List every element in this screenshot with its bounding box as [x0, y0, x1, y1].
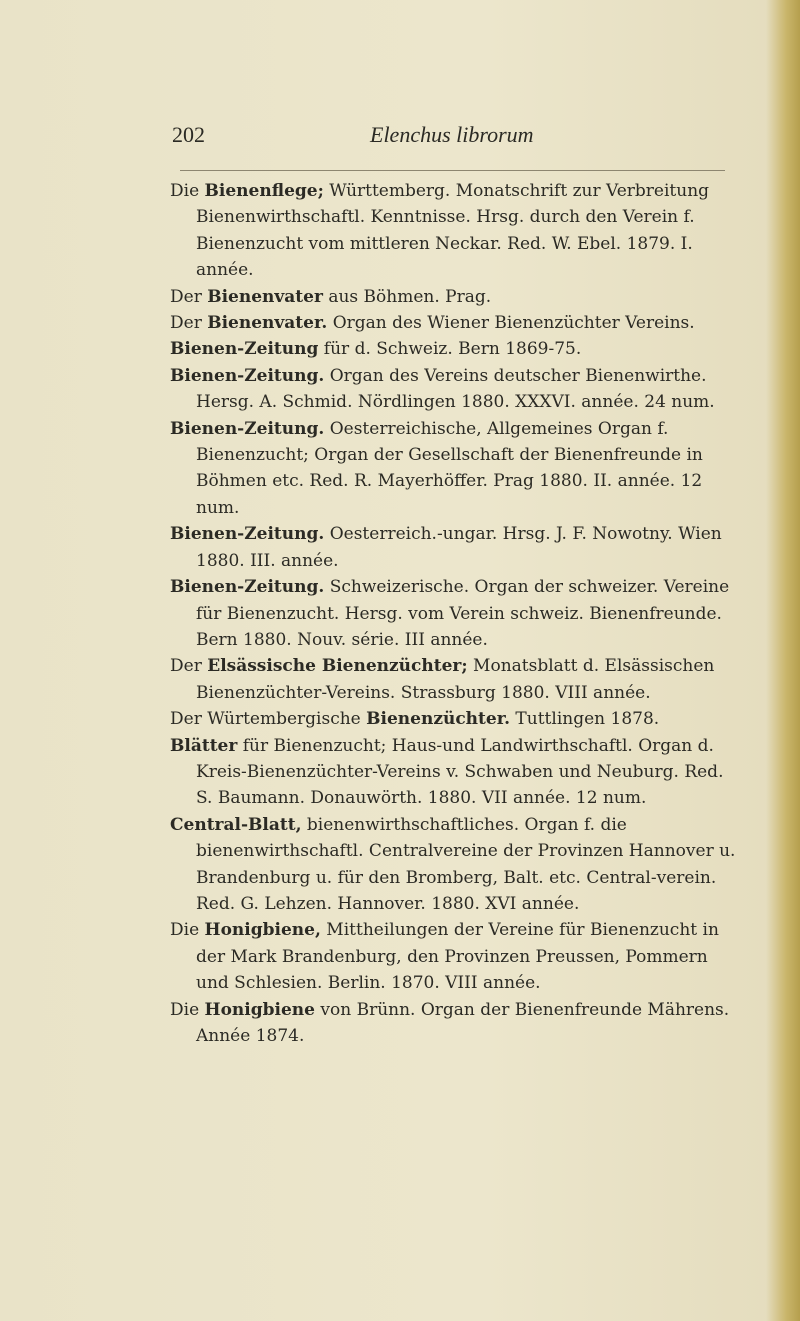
header-rule [180, 170, 725, 171]
bibliography-entry: Central-Blatt, bienenwirthschaftliches. Organ f. die bienenwirthschaftl. Centralvereine der Provinzen Hannover u. Brandenburg u. für den Bromberg, Balt. etc. Central-verein. Red. G. Lehzen. Hannover. 1880. XVI année. [170, 814, 736, 914]
entry-title: Bienenvater. [207, 313, 328, 334]
entry-title: Blätter [170, 735, 238, 756]
bibliography-entry: Bienen-Zeitung. Organ des Vereins deutscher Bienenwirthe. Hersg. A. Schmid. Nördlingen 1880. XXXVI. année. 24 num. [170, 365, 715, 413]
entry-title: Bienen-Zeitung. [170, 365, 325, 386]
entry-title: Bienen-Zeitung. [170, 524, 325, 545]
running-title: Elenchus librorum [370, 122, 534, 147]
entry-title: Bienen-Zeitung. [170, 577, 325, 598]
bibliography-list [170, 178, 740, 1049]
bibliography-entry: Bienen-Zeitung. Oesterreichische, Allgemeines Organ f. Bienenzucht; Organ der Gesellschaft der Bienenfreunde in Böhmen etc. Red. R. Mayerhöffer. Prag 1880. II. année. 12 num. [170, 418, 703, 518]
bibliography-entry: Der Würtembergische Bienenzüchter. Tuttlingen 1878. [170, 709, 660, 730]
entry-title: Bienen-Zeitung. [170, 418, 325, 439]
entry-title: Central-Blatt, [170, 814, 302, 835]
bibliography-entry: Blätter für Bienenzucht; Haus-und Landwirthschaftl. Organ d. Kreis-Bienenzüchter-Vereins v. Schwaben und Neuburg. Red. S. Baumann. Donauwörth. 1880. VII année. 12 num. [170, 735, 724, 809]
bibliography-entry: Bienen-Zeitung. Schweizerische. Organ der schweizer. Vereine für Bienenzucht. Hersg. vom Verein schweiz. Bienenfreunde. Bern 1880. Nouv. série. III année. [170, 577, 730, 650]
entry-title: Bienenzüchter. [366, 709, 511, 730]
entry-title: Honigbiene, [204, 920, 321, 941]
entry-title: Bienenflege; [204, 181, 324, 201]
entry-title: Bienen-Zeitung [170, 339, 319, 360]
entry-title: Bienenvater [207, 286, 323, 307]
bibliography-entry: Der Bienenvater. Organ des Wiener Bienenzüchter Vereins. [170, 313, 695, 334]
page-header [172, 122, 732, 162]
page-edge-shadow [766, 0, 800, 1321]
entry-title: Honigbiene [204, 999, 315, 1020]
bibliography-entry: Die Honigbiene, Mittheilungen der Vereine für Bienenzucht in der Mark Brandenburg, den Provinzen Preussen, Pommern und Schlesien. Berlin. 1870. VIII année. [170, 920, 719, 994]
bibliography-entry: Bienen-Zeitung. Oesterreich.-ungar. Hrsg. J. F. Nowotny. Wien 1880. III. année. [170, 524, 722, 571]
bibliography-entry: Der Elsässische Bienenzüchter; Monatsblatt d. Elsässischen Bienenzüchter-Vereins. Strassburg 1880. VIII année. [170, 656, 715, 703]
bibliography-entry: Die Bienenflege; Württemberg. Monatschrift zur Verbreitung Bienenwirthschaftl. Kenntnisse. Hrsg. durch den Verein f. Bienenzucht vom mittleren Neckar. Red. W. Ebel. 1879. I. année. [170, 181, 710, 281]
page-number: 202 [172, 122, 205, 147]
bibliography-entry: Bienen-Zeitung für d. Schweiz. Bern 1869-75. [170, 339, 582, 360]
bibliography-entry: Der Bienenvater aus Böhmen. Prag. [170, 286, 492, 307]
entry-title: Elsässische Bienenzüchter; [207, 656, 468, 677]
bibliography-entry: Die Honigbiene von Brünn. Organ der Bienenfreunde Mährens. Année 1874. [170, 999, 730, 1046]
